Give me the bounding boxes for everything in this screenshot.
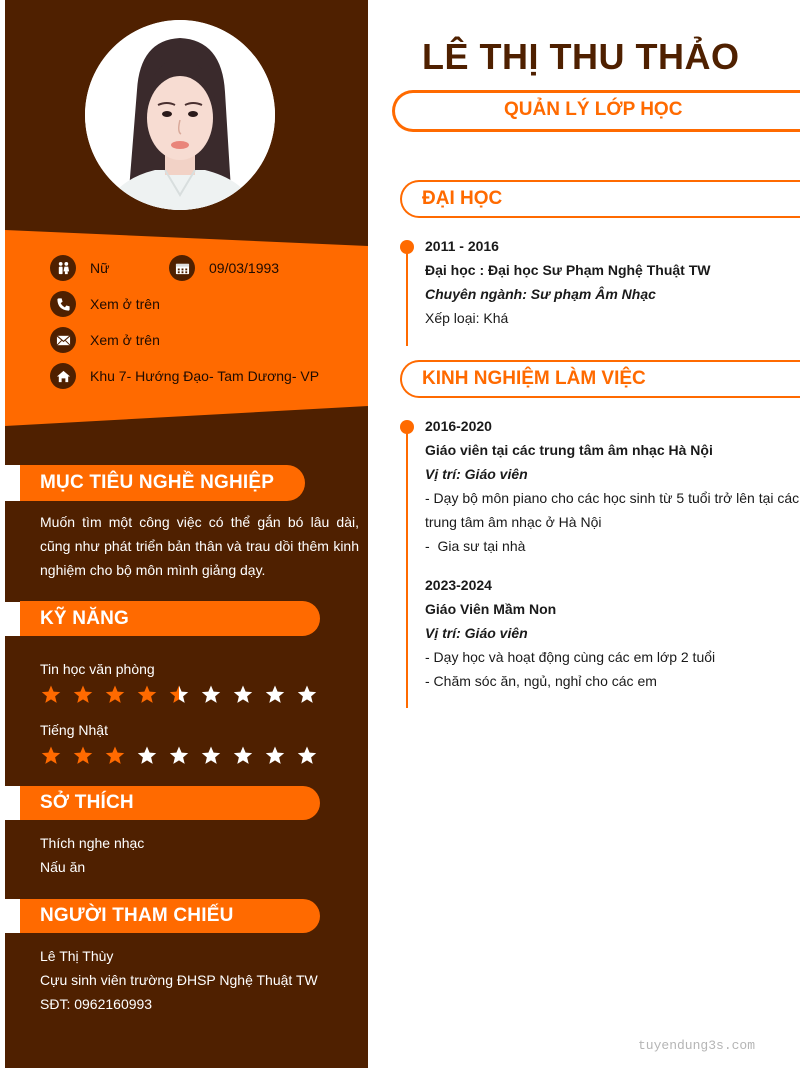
contact-phone [50,291,160,317]
contact-address [50,363,319,389]
sidebar [5,0,368,1068]
calendar-icon [169,255,195,281]
gender-value: Nữ [90,260,110,276]
star-icon [168,745,200,767]
education-period: 2011 - 2016 [425,238,499,254]
education-school: Đại học : Đại học Sư Phạm Nghệ Thuật TW [425,262,711,278]
reference-heading: NGƯỜI THAM CHIẾU [20,899,320,933]
home-icon [50,363,76,389]
header-strip [5,899,20,933]
phone-value: Xem ở trên [90,296,160,312]
experience-role: Vị trí: Giáo viên [425,466,528,482]
skill-rating [40,684,328,706]
star-icon [200,684,232,706]
hobby-item: Thích nghe nhạc [40,835,145,851]
reference-role: Cựu sinh viên trường ĐHSP Nghệ Thuật TW [40,972,318,988]
address-value: Khu 7- Hướng Đạo- Tam Dương- VP [90,368,320,384]
star-icon [40,745,72,767]
timeline-dot [400,240,414,254]
star-icon [200,745,232,767]
contact-birthday [169,255,279,281]
timeline-dot [400,420,414,434]
star-icon [232,745,264,767]
star-icon [72,684,104,706]
star-icon [72,745,104,767]
header-strip [5,465,20,501]
star-icon [264,684,296,706]
header-strip [5,786,20,820]
watermark: tuyendung3s.com [638,1038,756,1053]
star-icon [296,745,328,767]
avatar [85,20,275,210]
email-value: Xem ở trên [90,332,160,348]
contact-email [50,327,160,353]
skill-label: Tin học văn phòng [40,661,155,677]
experience-company: Giáo Viên Mầm Non [425,601,557,617]
experience-detail: - Gia sư tại nhà [425,538,526,554]
skills-heading: KỸ NĂNG [20,601,320,636]
timeline-line [406,426,408,708]
star-icon [136,684,168,706]
position-title: QUẢN LÝ LỚP HỌC [504,99,683,120]
experience-role: Vị trí: Giáo viên [425,625,528,641]
education-heading: ĐẠI HỌC [400,180,800,218]
hobby-item: Nấu ăn [40,859,86,875]
birthday-value: 09/03/1993 [209,260,280,276]
reference-phone: SĐT: 0962160993 [40,996,153,1012]
header-strip [5,602,20,636]
experience-heading: KINH NGHIỆM LÀM VIỆC [400,360,800,398]
skill-label: Tiếng Nhật [40,722,108,738]
star-icon [104,745,136,767]
star-icon [168,684,200,706]
star-icon [104,684,136,706]
experience-company: Giáo viên tại các trung tâm âm nhạc Hà Nội [425,442,713,458]
objective-heading: MỤC TIÊU NGHỀ NGHIỆP [20,465,305,501]
experience-period: 2016-2020 [425,418,492,434]
candidate-name: LÊ THỊ THU THẢO [422,36,740,77]
star-icon [40,684,72,706]
reference-name: Lê Thị Thùy [40,948,114,964]
objective-text: Muốn tìm một công việc có thể gắn bó lâu dài, cũng như phát triển bản thân và trau dồi thêm kinh nghiệm cho bộ môn mình giảng dạy. [40,514,359,578]
skill-rating [40,745,328,767]
star-icon [296,684,328,706]
gender-icon [50,255,76,281]
education-grade: Xếp loại: Khá [425,310,509,326]
star-icon [136,745,168,767]
timeline-line [406,246,408,346]
experience-detail: - Chăm sóc ăn, ngủ, nghỉ cho các em [425,673,657,689]
experience-detail: - Dạy học và hoạt động cùng các em lớp 2 tuổi [425,649,716,665]
education-major: Chuyên ngành: Sư phạm Âm Nhạc [425,286,656,302]
experience-period: 2023-2024 [425,577,492,593]
contact-gender [50,255,109,281]
star-icon [264,745,296,767]
phone-icon [50,291,76,317]
profile-photo [85,20,275,210]
star-icon [232,684,264,706]
email-icon [50,327,76,353]
hobbies-heading: SỞ THÍCH [20,786,320,820]
experience-detail: - Dạy bộ môn piano cho các học sinh từ 5 tuổi trở lên tại các trung tâm âm nhạc ở Hà Nội [425,490,800,530]
